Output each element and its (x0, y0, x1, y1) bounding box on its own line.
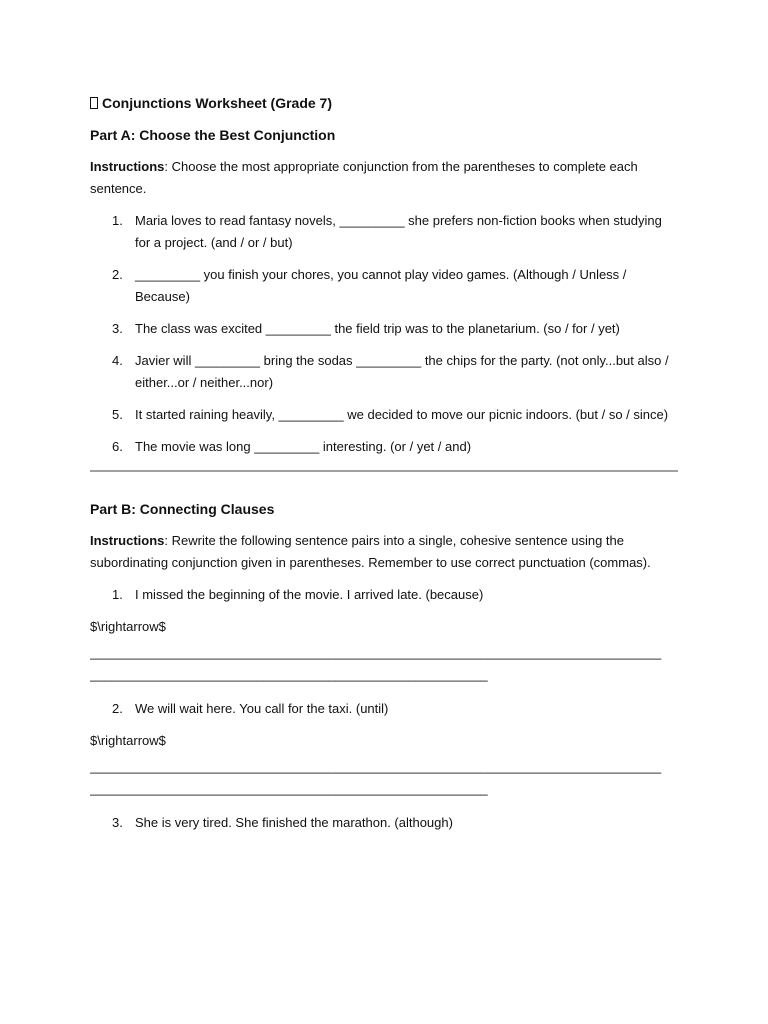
answer-arrow: $\rightarrow$ (90, 733, 166, 748)
item-text: _________ you finish your chores, you cannot play video games. (Although / Unless / Because) (135, 267, 627, 304)
answer-arrow: $\rightarrow$ (90, 619, 166, 634)
item-number: 4. (112, 353, 123, 368)
part-a-question-list (90, 210, 680, 458)
item-text: The movie was long _________ interesting. (or / yet / and) (135, 439, 472, 454)
list-item (90, 264, 680, 308)
list-item (90, 318, 680, 340)
list-item (90, 436, 680, 458)
part-b-question-list (90, 584, 680, 606)
list-item (90, 404, 680, 426)
item-number: 5. (112, 407, 123, 422)
answer-line-long[interactable]: _______________________________________________________________________________ (90, 759, 662, 774)
part-b-instructions (90, 530, 680, 574)
worksheet-page (90, 92, 680, 834)
part-b-question-list-3 (90, 812, 680, 834)
item-text: It started raining heavily, _________ we decided to move our picnic indoors. (but / so / since) (135, 407, 669, 422)
item-text: We will wait here. You call for the taxi. (until) (135, 701, 389, 716)
item-text: Maria loves to read fantasy novels, _________ she prefers non-fiction books when studying for a project. (and / or / but) (135, 213, 662, 250)
part-a-heading: Part A: Choose the Best Conjunction (90, 127, 336, 143)
list-item (90, 698, 680, 720)
part-b-question-list-2 (90, 698, 680, 720)
item-text: I missed the beginning of the movie. I arrived late. (because) (135, 587, 484, 602)
part-b-instructions-text: : Rewrite the following sentence pairs into a single, cohesive sentence using the subordinating conjunction given in parentheses. Remember to use correct punctuation (commas). (90, 533, 651, 570)
part-a-instructions-label: Instructions (90, 159, 165, 174)
answer-line-short[interactable]: _______________________________________________________ (90, 781, 488, 796)
list-item (90, 350, 680, 394)
item-number: 2. (112, 267, 123, 282)
item-number: 1. (112, 213, 123, 228)
item-number: 2. (112, 701, 123, 716)
item-number: 3. (112, 815, 123, 830)
item-number: 1. (112, 587, 123, 602)
item-number: 6. (112, 439, 123, 454)
missing-glyph-icon (90, 97, 98, 109)
list-item (90, 584, 680, 606)
part-b-heading: Part B: Connecting Clauses (90, 501, 275, 517)
worksheet-title (90, 92, 680, 114)
part-a-instructions-text: : Choose the most appropriate conjunction from the parentheses to complete each sentence. (90, 159, 638, 196)
item-text: Javier will _________ bring the sodas _________ the chips for the party. (not only...but also / either...or / neither...nor) (135, 353, 669, 390)
worksheet-title-text: Conjunctions Worksheet (Grade 7) (102, 95, 332, 111)
list-item (90, 210, 680, 254)
part-a-instructions (90, 156, 680, 200)
section-divider (90, 470, 678, 472)
part-b-instructions-label: Instructions (90, 533, 165, 548)
item-text: The class was excited _________ the field trip was to the planetarium. (so / for / yet) (135, 321, 620, 336)
list-item (90, 812, 680, 834)
item-number: 3. (112, 321, 123, 336)
answer-line-long[interactable]: _______________________________________________________________________________ (90, 645, 662, 660)
answer-line-short[interactable]: _______________________________________________________ (90, 667, 488, 682)
item-text: She is very tired. She finished the marathon. (although) (135, 815, 453, 830)
